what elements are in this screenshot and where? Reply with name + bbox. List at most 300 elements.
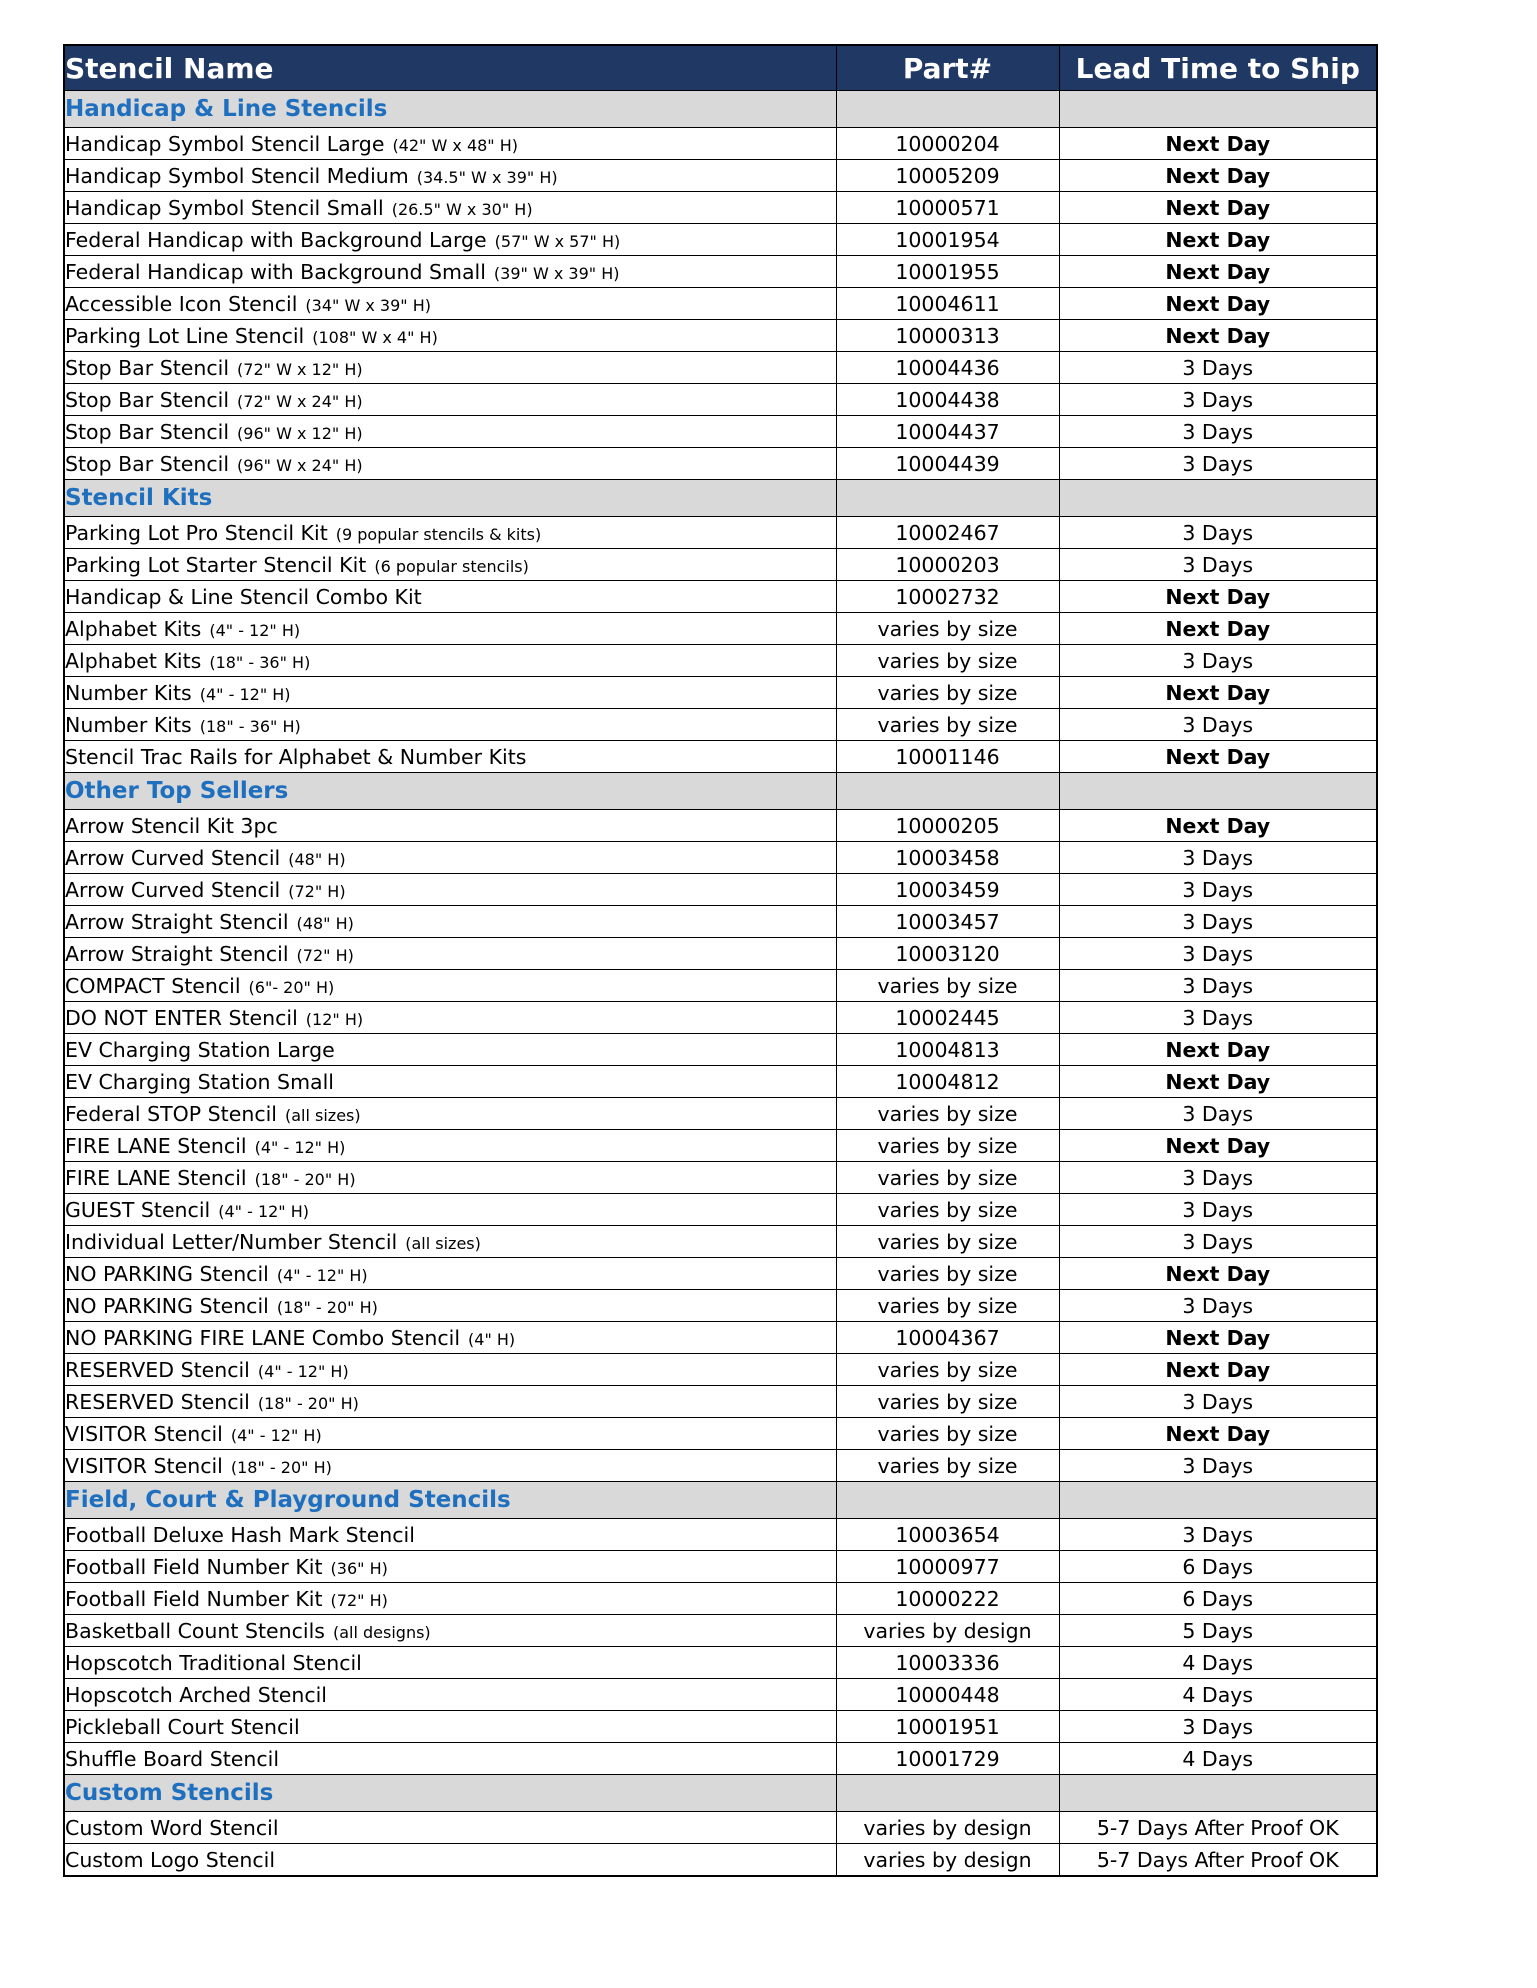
stencil-name-cell xyxy=(64,1844,836,1877)
section-title: Field, Court & Playground Stencils xyxy=(64,1482,836,1519)
table-row xyxy=(64,874,1377,906)
stencil-name: Arrow Curved Stencil xyxy=(65,877,281,902)
stencil-name: Stencil Trac Rails for Alphabet & Number Kits xyxy=(65,744,527,769)
stencil-name-cell xyxy=(64,970,836,1002)
stencil-name: Federal Handicap with Background Small xyxy=(65,259,486,284)
stencil-name: Parking Lot Starter Stencil Kit xyxy=(65,552,367,577)
part-number-cell: 10004437 xyxy=(836,416,1059,448)
stencil-name-cell xyxy=(64,1066,836,1098)
table-row xyxy=(64,1322,1377,1354)
stencil-name: FIRE LANE Stencil xyxy=(65,1133,247,1158)
table-row xyxy=(64,160,1377,192)
lead-time-cell: 3 Days xyxy=(1059,1711,1377,1743)
section-title: Other Top Sellers xyxy=(64,773,836,810)
lead-time-cell: Next Day xyxy=(1059,1418,1377,1450)
part-number-cell: varies by size xyxy=(836,1418,1059,1450)
table-row xyxy=(64,1098,1377,1130)
table-row xyxy=(64,448,1377,480)
stencil-name: Parking Lot Pro Stencil Kit xyxy=(65,520,328,545)
stencil-dimensions: (34" W x 39" H) xyxy=(305,295,431,315)
table-row xyxy=(64,1647,1377,1679)
table-row xyxy=(64,1615,1377,1647)
stencil-dimensions: (all sizes) xyxy=(405,1233,481,1253)
table-row xyxy=(64,810,1377,842)
table-row xyxy=(64,416,1377,448)
part-number-cell: 10000222 xyxy=(836,1583,1059,1615)
lead-time-cell: Next Day xyxy=(1059,1322,1377,1354)
part-number-cell: 10000977 xyxy=(836,1551,1059,1583)
stencil-name-cell xyxy=(64,645,836,677)
lead-time-cell: 3 Days xyxy=(1059,874,1377,906)
stencil-name: DO NOT ENTER Stencil xyxy=(65,1005,298,1030)
lead-time-cell: 3 Days xyxy=(1059,1386,1377,1418)
stencil-dimensions: (96" W x 12" H) xyxy=(237,423,363,443)
stencil-name: Basketball Count Stencils xyxy=(65,1618,325,1643)
stencil-name-cell xyxy=(64,416,836,448)
lead-time-cell: 5-7 Days After Proof OK xyxy=(1059,1844,1377,1877)
stencil-name: Federal STOP Stencil xyxy=(65,1101,277,1126)
table-row xyxy=(64,906,1377,938)
lead-time-cell: Next Day xyxy=(1059,1354,1377,1386)
stencil-name-cell xyxy=(64,1711,836,1743)
lead-time-cell: 3 Days xyxy=(1059,1098,1377,1130)
part-number-cell: varies by size xyxy=(836,1226,1059,1258)
stencil-dimensions: (18" - 36" H) xyxy=(209,652,311,672)
stencil-dimensions: (48" H) xyxy=(296,913,354,933)
table-row xyxy=(64,1418,1377,1450)
section-row xyxy=(64,1775,1377,1812)
stencil-name-cell xyxy=(64,352,836,384)
stencil-name-cell xyxy=(64,549,836,581)
table-row xyxy=(64,1844,1377,1877)
section-blank-cell xyxy=(836,91,1059,128)
part-number-cell: varies by size xyxy=(836,1194,1059,1226)
lead-time-cell: Next Day xyxy=(1059,810,1377,842)
stencil-dimensions: (6 popular stencils) xyxy=(374,556,529,576)
part-number-cell: varies by size xyxy=(836,1130,1059,1162)
stencil-name-cell xyxy=(64,874,836,906)
table-row xyxy=(64,1034,1377,1066)
stencil-name-cell xyxy=(64,160,836,192)
lead-time-cell: 3 Days xyxy=(1059,448,1377,480)
table-row xyxy=(64,224,1377,256)
part-number-cell: 10000205 xyxy=(836,810,1059,842)
stencil-table xyxy=(63,44,1378,1877)
part-number-cell: varies by design xyxy=(836,1812,1059,1844)
lead-time-cell: 3 Days xyxy=(1059,517,1377,549)
stencil-dimensions: (18" - 20" H) xyxy=(254,1169,356,1189)
table-row xyxy=(64,677,1377,709)
stencil-name: Parking Lot Line Stencil xyxy=(65,323,305,348)
stencil-name-cell xyxy=(64,677,836,709)
stencil-name: NO PARKING Stencil xyxy=(65,1293,269,1318)
part-number-cell: 10004813 xyxy=(836,1034,1059,1066)
part-number-cell: 10004436 xyxy=(836,352,1059,384)
table-row xyxy=(64,1258,1377,1290)
table-row xyxy=(64,1386,1377,1418)
stencil-name-cell xyxy=(64,1194,836,1226)
stencil-name: Hopscotch Arched Stencil xyxy=(65,1682,328,1707)
lead-time-cell: 3 Days xyxy=(1059,842,1377,874)
stencil-name-cell xyxy=(64,1098,836,1130)
table-row xyxy=(64,1226,1377,1258)
stencil-name-cell xyxy=(64,1615,836,1647)
table-row xyxy=(64,1583,1377,1615)
lead-time-cell: Next Day xyxy=(1059,288,1377,320)
lead-time-cell: 3 Days xyxy=(1059,906,1377,938)
section-blank-cell xyxy=(836,773,1059,810)
lead-time-cell: 3 Days xyxy=(1059,709,1377,741)
table-row xyxy=(64,613,1377,645)
part-number-cell: 10001955 xyxy=(836,256,1059,288)
stencil-name-cell xyxy=(64,1551,836,1583)
stencil-dimensions: (4" - 12" H) xyxy=(230,1425,322,1445)
table-row xyxy=(64,192,1377,224)
lead-time-cell: 3 Days xyxy=(1059,1450,1377,1482)
part-number-cell: 10004611 xyxy=(836,288,1059,320)
lead-time-cell: Next Day xyxy=(1059,160,1377,192)
lead-time-cell: Next Day xyxy=(1059,1258,1377,1290)
stencil-name: Arrow Straight Stencil xyxy=(65,909,289,934)
stencil-name-cell xyxy=(64,581,836,613)
part-number-cell: 10004812 xyxy=(836,1066,1059,1098)
table-row xyxy=(64,1162,1377,1194)
lead-time-cell: 4 Days xyxy=(1059,1743,1377,1775)
part-number-cell: varies by size xyxy=(836,1162,1059,1194)
lead-time-cell: 3 Days xyxy=(1059,1290,1377,1322)
stencil-name-cell xyxy=(64,938,836,970)
stencil-name: Stop Bar Stencil xyxy=(65,387,230,412)
stencil-dimensions: (39" W x 39" H) xyxy=(493,263,620,283)
lead-time-cell: Next Day xyxy=(1059,613,1377,645)
stencil-name-cell xyxy=(64,320,836,352)
part-number-cell: 10003120 xyxy=(836,938,1059,970)
part-number-cell: 10004439 xyxy=(836,448,1059,480)
stencil-name: EV Charging Station Small xyxy=(65,1069,334,1094)
stencil-name: Hopscotch Traditional Stencil xyxy=(65,1650,362,1675)
stencil-name-cell xyxy=(64,613,836,645)
stencil-name: Football Field Number Kit xyxy=(65,1554,323,1579)
stencil-name: COMPACT Stencil xyxy=(65,973,241,998)
table-row xyxy=(64,1450,1377,1482)
section-title: Stencil Kits xyxy=(64,480,836,517)
stencil-name: Football Field Number Kit xyxy=(65,1586,323,1611)
part-number-cell: varies by size xyxy=(836,613,1059,645)
table-row xyxy=(64,1679,1377,1711)
stencil-name-cell xyxy=(64,128,836,160)
lead-time-cell: 6 Days xyxy=(1059,1583,1377,1615)
part-number-cell: 10002467 xyxy=(836,517,1059,549)
header-row xyxy=(64,45,1377,91)
stencil-dimensions: (72" H) xyxy=(330,1590,388,1610)
table-row xyxy=(64,581,1377,613)
stencil-name-cell xyxy=(64,1322,836,1354)
section-blank-cell xyxy=(1059,91,1377,128)
table-row xyxy=(64,842,1377,874)
section-title: Custom Stencils xyxy=(64,1775,836,1812)
stencil-dimensions: (96" W x 24" H) xyxy=(237,455,363,475)
part-number-cell: 10001951 xyxy=(836,1711,1059,1743)
stencil-dimensions: (48" H) xyxy=(288,849,346,869)
part-number-cell: 10001954 xyxy=(836,224,1059,256)
stencil-name-cell xyxy=(64,709,836,741)
stencil-dimensions: (57" W x 57" H) xyxy=(494,231,621,251)
stencil-dimensions: (108" W x 4" H) xyxy=(312,327,438,347)
stencil-name: RESERVED Stencil xyxy=(65,1357,250,1382)
stencil-dimensions: (34.5" W x 39" H) xyxy=(416,167,558,187)
stencil-name-cell xyxy=(64,1418,836,1450)
stencil-dimensions: (all designs) xyxy=(332,1622,431,1642)
stencil-name: Accessible Icon Stencil xyxy=(65,291,298,316)
stencil-name: VISITOR Stencil xyxy=(65,1421,223,1446)
stencil-name-cell xyxy=(64,1258,836,1290)
part-number-cell: varies by size xyxy=(836,970,1059,1002)
table-row xyxy=(64,549,1377,581)
part-number-cell: varies by design xyxy=(836,1844,1059,1877)
stencil-name: GUEST Stencil xyxy=(65,1197,211,1222)
table-row xyxy=(64,1290,1377,1322)
stencil-name: EV Charging Station Large xyxy=(65,1037,335,1062)
stencil-name: Shuffle Board Stencil xyxy=(65,1746,280,1771)
part-number-cell: 10001729 xyxy=(836,1743,1059,1775)
part-number-cell: varies by size xyxy=(836,1354,1059,1386)
lead-time-cell: Next Day xyxy=(1059,320,1377,352)
lead-time-cell: 3 Days xyxy=(1059,970,1377,1002)
stencil-name: Arrow Straight Stencil xyxy=(65,941,289,966)
stencil-name-cell xyxy=(64,517,836,549)
stencil-name: Handicap Symbol Stencil Large xyxy=(65,131,385,156)
table-row xyxy=(64,1354,1377,1386)
stencil-name-cell xyxy=(64,1354,836,1386)
stencil-name-cell xyxy=(64,906,836,938)
part-number-cell: varies by size xyxy=(836,677,1059,709)
lead-time-cell: 3 Days xyxy=(1059,352,1377,384)
stencil-name: NO PARKING FIRE LANE Combo Stencil xyxy=(65,1325,461,1350)
section-blank-cell xyxy=(1059,1482,1377,1519)
lead-time-cell: Next Day xyxy=(1059,1066,1377,1098)
lead-time-cell: 5 Days xyxy=(1059,1615,1377,1647)
stencil-name-cell xyxy=(64,842,836,874)
part-number-cell: 10003336 xyxy=(836,1647,1059,1679)
section-blank-cell xyxy=(836,1482,1059,1519)
section-blank-cell xyxy=(1059,1775,1377,1812)
stencil-dimensions: (12" H) xyxy=(305,1009,364,1029)
lead-time-cell: Next Day xyxy=(1059,677,1377,709)
lead-time-cell: 4 Days xyxy=(1059,1679,1377,1711)
lead-time-cell: 3 Days xyxy=(1059,1519,1377,1551)
part-number-cell: varies by size xyxy=(836,1258,1059,1290)
stencil-dimensions: (4" - 12" H) xyxy=(218,1201,310,1221)
stencil-dimensions: (4" - 12" H) xyxy=(276,1265,368,1285)
stencil-name-cell xyxy=(64,1519,836,1551)
table-row xyxy=(64,320,1377,352)
section-blank-cell xyxy=(1059,480,1377,517)
table-row xyxy=(64,1066,1377,1098)
table-row xyxy=(64,1002,1377,1034)
table-row xyxy=(64,1551,1377,1583)
part-number-cell: varies by size xyxy=(836,1098,1059,1130)
part-number-cell: varies by size xyxy=(836,1450,1059,1482)
table-row xyxy=(64,970,1377,1002)
lead-time-cell: 3 Days xyxy=(1059,645,1377,677)
part-number-cell: 10005209 xyxy=(836,160,1059,192)
table-row xyxy=(64,741,1377,773)
stencil-dimensions: (4" - 12" H) xyxy=(257,1361,349,1381)
table-row xyxy=(64,645,1377,677)
part-number-cell: varies by size xyxy=(836,1290,1059,1322)
lead-time-cell: Next Day xyxy=(1059,128,1377,160)
table-row xyxy=(64,352,1377,384)
lead-time-cell: 3 Days xyxy=(1059,549,1377,581)
table-row xyxy=(64,938,1377,970)
table-row xyxy=(64,517,1377,549)
stencil-name-cell xyxy=(64,448,836,480)
column-header-stencil-name: Stencil Name xyxy=(64,45,836,91)
stencil-dimensions: (9 popular stencils & kits) xyxy=(335,524,542,544)
stencil-dimensions: (26.5" W x 30" H) xyxy=(391,199,533,219)
stencil-name-cell xyxy=(64,224,836,256)
column-header-lead-time: Lead Time to Ship xyxy=(1059,45,1377,91)
lead-time-cell: 3 Days xyxy=(1059,938,1377,970)
part-number-cell: 10000448 xyxy=(836,1679,1059,1711)
stencil-name-cell xyxy=(64,1386,836,1418)
section-blank-cell xyxy=(1059,773,1377,810)
stencil-dimensions: (4" - 12" H) xyxy=(254,1137,346,1157)
section-blank-cell xyxy=(836,1775,1059,1812)
stencil-name-cell xyxy=(64,192,836,224)
stencil-name: Stop Bar Stencil xyxy=(65,355,230,380)
table-row xyxy=(64,1194,1377,1226)
lead-time-cell: Next Day xyxy=(1059,224,1377,256)
stencil-name-cell xyxy=(64,256,836,288)
stencil-dimensions: (6"- 20" H) xyxy=(248,977,335,997)
stencil-name-cell xyxy=(64,1679,836,1711)
stencil-dimensions: (72" H) xyxy=(296,945,354,965)
lead-time-cell: Next Day xyxy=(1059,581,1377,613)
stencil-name-cell xyxy=(64,384,836,416)
part-number-cell: 10001146 xyxy=(836,741,1059,773)
table-row xyxy=(64,288,1377,320)
table-row xyxy=(64,1519,1377,1551)
column-header-part-number: Part# xyxy=(836,45,1059,91)
stencil-dimensions: (18" - 20" H) xyxy=(276,1297,378,1317)
stencil-name-cell xyxy=(64,288,836,320)
part-number-cell: 10003457 xyxy=(836,906,1059,938)
lead-time-cell: 4 Days xyxy=(1059,1647,1377,1679)
stencil-name-cell xyxy=(64,1162,836,1194)
section-row xyxy=(64,480,1377,517)
stencil-name: VISITOR Stencil xyxy=(65,1453,223,1478)
stencil-name: Handicap Symbol Stencil Small xyxy=(65,195,384,220)
part-number-cell: 10003654 xyxy=(836,1519,1059,1551)
stencil-dimensions: (4" - 12" H) xyxy=(209,620,301,640)
table-row xyxy=(64,1743,1377,1775)
section-row xyxy=(64,1482,1377,1519)
table-row xyxy=(64,384,1377,416)
stencil-name-cell xyxy=(64,1583,836,1615)
stencil-name-cell xyxy=(64,1226,836,1258)
part-number-cell: varies by size xyxy=(836,1386,1059,1418)
stencil-name-cell xyxy=(64,1647,836,1679)
stencil-dimensions: (42" W x 48" H) xyxy=(392,135,519,155)
lead-time-cell: 3 Days xyxy=(1059,384,1377,416)
lead-time-cell: 3 Days xyxy=(1059,1194,1377,1226)
section-row xyxy=(64,91,1377,128)
stencil-dimensions: (4" - 12" H) xyxy=(199,684,291,704)
part-number-cell: 10002445 xyxy=(836,1002,1059,1034)
stencil-name-cell xyxy=(64,1002,836,1034)
lead-time-cell: 3 Days xyxy=(1059,1226,1377,1258)
table-row xyxy=(64,1711,1377,1743)
stencil-name: Arrow Stencil Kit 3pc xyxy=(65,813,278,838)
lead-time-cell: 3 Days xyxy=(1059,1162,1377,1194)
lead-time-cell: Next Day xyxy=(1059,192,1377,224)
stencil-name: Custom Word Stencil xyxy=(65,1815,279,1840)
stencil-name-cell xyxy=(64,741,836,773)
table-row xyxy=(64,1812,1377,1844)
lead-time-cell: 5-7 Days After Proof OK xyxy=(1059,1812,1377,1844)
stencil-dimensions: (18" - 20" H) xyxy=(230,1457,332,1477)
stencil-dimensions: (72" H) xyxy=(288,881,346,901)
stencil-name: Individual Letter/Number Stencil xyxy=(65,1229,398,1254)
part-number-cell: 10004438 xyxy=(836,384,1059,416)
stencil-dimensions: (36" H) xyxy=(330,1558,388,1578)
part-number-cell: 10000571 xyxy=(836,192,1059,224)
section-row xyxy=(64,773,1377,810)
stencil-name: Custom Logo Stencil xyxy=(65,1847,276,1872)
part-number-cell: 10003459 xyxy=(836,874,1059,906)
part-number-cell: 10000203 xyxy=(836,549,1059,581)
stencil-name: Pickleball Court Stencil xyxy=(65,1714,300,1739)
stencil-dimensions: (all sizes) xyxy=(284,1105,361,1125)
stencil-name: FIRE LANE Stencil xyxy=(65,1165,247,1190)
table-body xyxy=(64,91,1377,1877)
lead-time-cell: 3 Days xyxy=(1059,416,1377,448)
part-number-cell: varies by design xyxy=(836,1615,1059,1647)
stencil-name: Number Kits xyxy=(65,680,192,705)
stencil-name: RESERVED Stencil xyxy=(65,1389,250,1414)
stencil-dimensions: (72" W x 12" H) xyxy=(237,359,363,379)
stencil-name: Handicap Symbol Stencil Medium xyxy=(65,163,409,188)
stencil-name-cell xyxy=(64,810,836,842)
stencil-name: NO PARKING Stencil xyxy=(65,1261,269,1286)
stencil-name: Arrow Curved Stencil xyxy=(65,845,281,870)
lead-time-cell: Next Day xyxy=(1059,256,1377,288)
stencil-name-cell xyxy=(64,1812,836,1844)
stencil-name-cell xyxy=(64,1034,836,1066)
table-row xyxy=(64,128,1377,160)
part-number-cell: varies by size xyxy=(836,645,1059,677)
stencil-name-cell xyxy=(64,1743,836,1775)
stencil-name: Stop Bar Stencil xyxy=(65,419,230,444)
table-row xyxy=(64,256,1377,288)
stencil-dimensions: (4" H) xyxy=(468,1329,516,1349)
part-number-cell: 10000313 xyxy=(836,320,1059,352)
stencil-name: Alphabet Kits xyxy=(65,616,202,641)
stencil-name: Alphabet Kits xyxy=(65,648,202,673)
stencil-name: Stop Bar Stencil xyxy=(65,451,230,476)
stencil-name-cell xyxy=(64,1290,836,1322)
part-number-cell: varies by size xyxy=(836,709,1059,741)
lead-time-cell: Next Day xyxy=(1059,741,1377,773)
stencil-dimensions: (18" - 36" H) xyxy=(199,716,301,736)
lead-time-cell: Next Day xyxy=(1059,1130,1377,1162)
stencil-name-cell xyxy=(64,1130,836,1162)
stencil-name: Handicap & Line Stencil Combo Kit xyxy=(65,584,422,609)
lead-time-cell: Next Day xyxy=(1059,1034,1377,1066)
stencil-name: Football Deluxe Hash Mark Stencil xyxy=(65,1522,415,1547)
part-number-cell: 10002732 xyxy=(836,581,1059,613)
